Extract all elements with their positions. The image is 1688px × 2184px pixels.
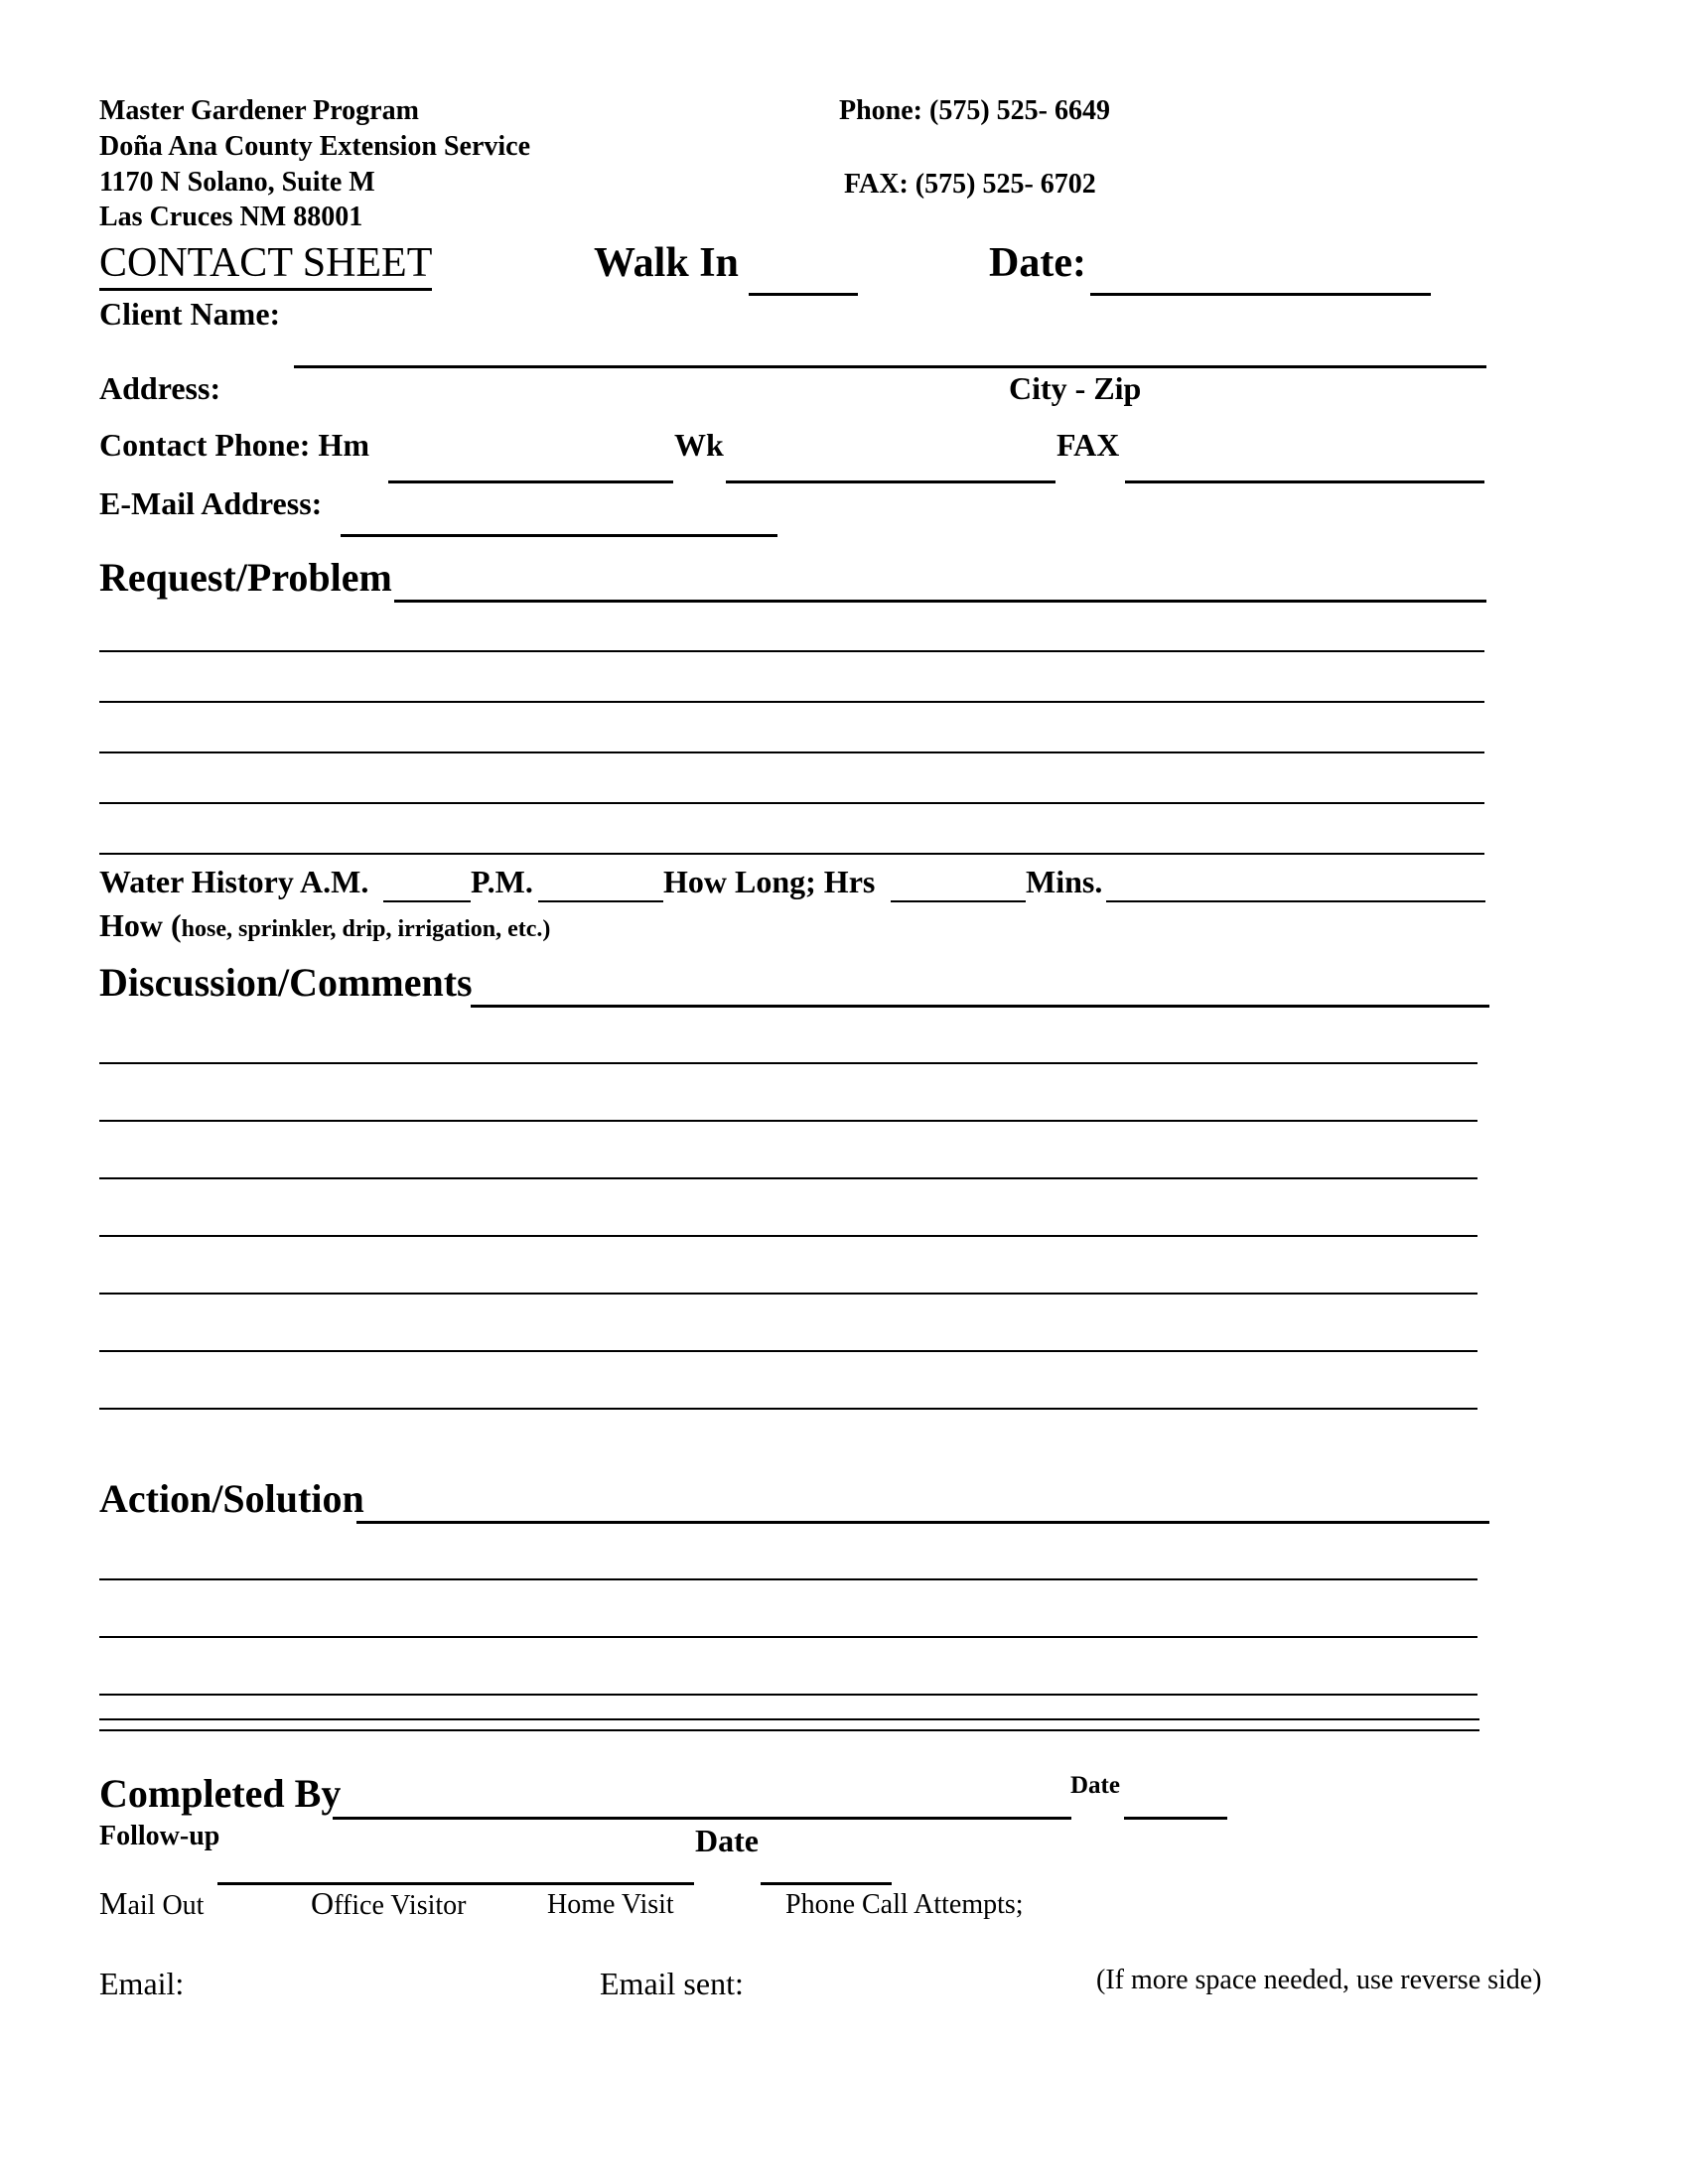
request-line[interactable]	[99, 802, 1484, 804]
fax-field[interactable]	[1125, 480, 1484, 483]
fax-label: FAX	[1056, 427, 1120, 463]
office-visitor-option[interactable]: Office Visitor	[311, 1885, 467, 1921]
request-problem-field[interactable]	[394, 600, 1486, 603]
email-address-field[interactable]	[341, 534, 777, 537]
discussion-line[interactable]	[99, 1350, 1477, 1352]
discussion-line[interactable]	[99, 1235, 1477, 1237]
contact-phone-label: Contact Phone: Hm	[99, 427, 369, 463]
walk-in-label: Walk In	[594, 240, 739, 286]
follow-up-date-label: Date	[695, 1823, 759, 1858]
home-phone-field[interactable]	[388, 480, 673, 483]
action-solution-label: Action/Solution	[99, 1476, 364, 1521]
walk-in-field[interactable]	[749, 293, 858, 296]
completed-date-field[interactable]	[1124, 1817, 1227, 1820]
how-label: How (hose, sprinkler, drip, irrigation, etc.)	[99, 907, 551, 943]
water-history-label: Water History A.M.	[99, 864, 369, 899]
how-long-label: How Long; Hrs	[663, 864, 876, 899]
water-pm-label: P.M.	[471, 864, 533, 899]
client-name-label: Client Name:	[99, 296, 281, 332]
org-street-address: 1170 N Solano, Suite M	[99, 167, 375, 198]
date-field[interactable]	[1090, 293, 1431, 296]
water-am-field[interactable]	[383, 900, 471, 902]
discussion-comments-label: Discussion/Comments	[99, 960, 473, 1005]
home-visit-option[interactable]: Home Visit	[547, 1889, 674, 1920]
city-zip-label: City - Zip	[1009, 370, 1142, 406]
mins-field[interactable]	[1106, 900, 1485, 902]
org-city-address: Las Cruces NM 88001	[99, 202, 363, 232]
action-line[interactable]	[99, 1578, 1477, 1580]
discussion-line[interactable]	[99, 1062, 1477, 1064]
completed-by-label: Completed By	[99, 1771, 342, 1816]
address-label: Address:	[99, 370, 221, 406]
org-department: Doña Ana County Extension Service	[99, 131, 531, 162]
date-label: Date:	[989, 240, 1086, 286]
request-line[interactable]	[99, 701, 1484, 703]
org-name: Master Gardener Program	[99, 95, 419, 126]
work-phone-field[interactable]	[726, 480, 1055, 483]
email-sent-label: Email sent:	[600, 1966, 744, 2001]
email-label: Email:	[99, 1966, 185, 2001]
follow-up-date-field[interactable]	[761, 1882, 892, 1885]
discussion-line[interactable]	[99, 1177, 1477, 1179]
water-pm-field[interactable]	[538, 900, 663, 902]
discussion-line[interactable]	[99, 1120, 1477, 1122]
mins-label: Mins.	[1026, 864, 1103, 899]
section-divider	[99, 1718, 1479, 1731]
how-long-hrs-field[interactable]	[891, 900, 1026, 902]
request-problem-label: Request/Problem	[99, 555, 392, 600]
follow-up-field[interactable]	[217, 1882, 694, 1885]
request-line[interactable]	[99, 650, 1484, 652]
client-name-field[interactable]	[294, 365, 1486, 368]
email-address-label: E-Mail Address:	[99, 485, 323, 521]
org-fax: FAX: (575) 525- 6702	[844, 169, 1096, 200]
action-line[interactable]	[99, 1694, 1477, 1696]
reverse-side-note: (If more space needed, use reverse side)	[1096, 1965, 1542, 1995]
discussion-line[interactable]	[99, 1408, 1477, 1410]
how-note: hose, sprinkler, drip, irrigation, etc.)	[181, 916, 551, 942]
work-phone-label: Wk	[674, 427, 724, 463]
action-line[interactable]	[99, 1636, 1477, 1638]
completed-date-label: Date	[1070, 1772, 1120, 1799]
mail-out-option[interactable]: Mail Out	[99, 1885, 205, 1921]
follow-up-label: Follow-up	[99, 1821, 220, 1851]
phone-call-attempts-option[interactable]: Phone Call Attempts;	[785, 1889, 1024, 1920]
request-line[interactable]	[99, 751, 1484, 753]
discussion-comments-field[interactable]	[471, 1005, 1489, 1008]
action-solution-field[interactable]	[356, 1521, 1489, 1524]
page-title: CONTACT SHEET	[99, 242, 432, 291]
request-line[interactable]	[99, 853, 1484, 855]
discussion-line[interactable]	[99, 1293, 1477, 1295]
org-phone: Phone: (575) 525- 6649	[839, 95, 1110, 126]
completed-by-field[interactable]	[333, 1817, 1071, 1820]
